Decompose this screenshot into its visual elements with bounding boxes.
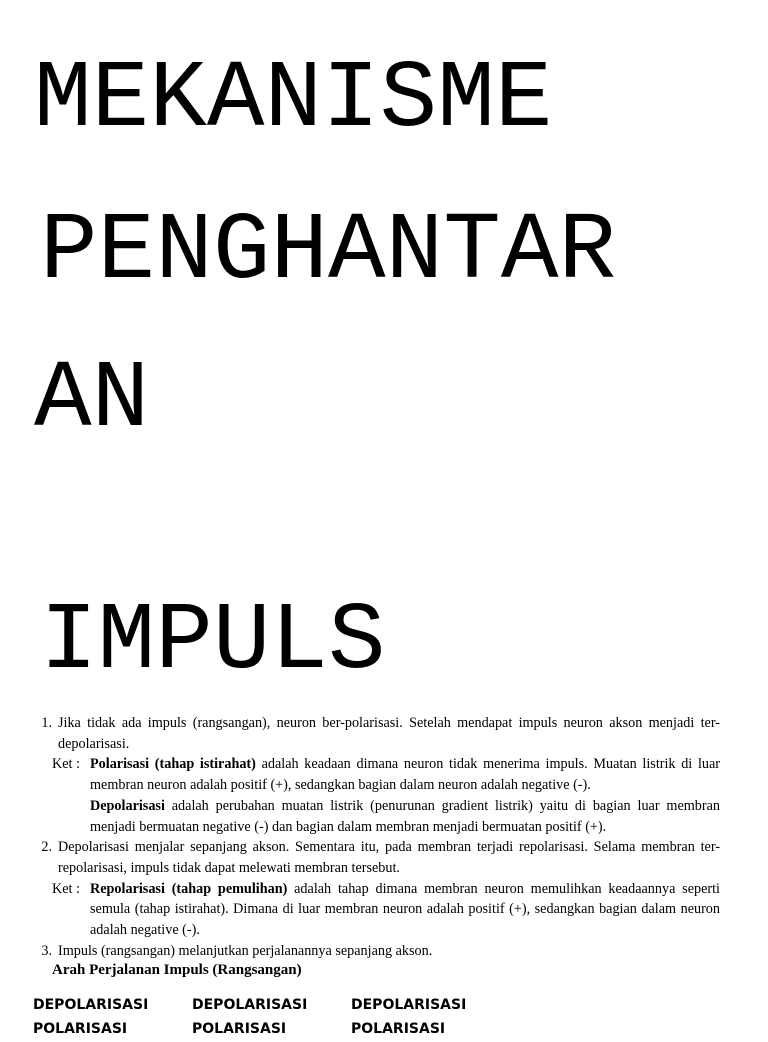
note-depolarisasi: [30, 796, 720, 837]
list-number: 1.: [41, 715, 52, 731]
list-item-1: [30, 713, 720, 754]
term-polarisasi: Polarisasi (tahap istirahat): [90, 756, 256, 773]
term-repolarisasi: Repolarisasi (tahap pemulihan): [90, 880, 288, 897]
list-item-2: [30, 837, 720, 878]
note-block-1: [30, 754, 720, 795]
depolarisasi-label-3: DEPOLARISASI: [351, 997, 467, 1013]
section-heading: Arah Perjalanan Impuls (Rangsangan): [52, 962, 302, 978]
note-repolarisasi: [90, 879, 720, 941]
title-line-4: IMPULS: [40, 587, 386, 696]
def-depolarisasi: adalah perubahan muatan listrik (penurunan gradient listrik) yaitu di bagian luar membran menjadi bermuatan negative (-) dan bagian dalam membran menjadi bermuatan positif (+).: [90, 797, 720, 835]
def-polarisasi: adalah keadaan dimana neuron tidak menerima impuls. Muatan listrik di luar membran neuron adalah positif (+), sedangkan bagian dalam neuron adalah negative (-).: [90, 756, 721, 794]
polarisasi-label-2: POLARISASI: [192, 1021, 287, 1037]
depolarisasi-label-1: DEPOLARISASI: [33, 997, 149, 1013]
list-text: Depolarisasi menjalar sepanjang akson. Sementara itu, pada membran terjadi repolarisasi. Selama membran ter-repolarisasi, impuls tidak dapat melewati membran tersebut.: [58, 839, 720, 876]
polarisasi-label-3: POLARISASI: [351, 1021, 446, 1037]
def-repolarisasi: adalah tahap dimana membran neuron memulihkan keadaannya seperti semula (tahap istirahat). Dimana di luar membran neuron adalah positif (+), sedangkan bagian dalam neuron adalah negative (-).: [90, 880, 720, 939]
list-item-3: [30, 941, 720, 962]
note-polarisasi: [90, 754, 720, 795]
polarisasi-label-1: POLARISASI: [33, 1021, 128, 1037]
list-number: 2.: [41, 839, 52, 856]
list-text: Impuls (rangsangan) melanjutkan perjalanannya sepanjang akson.: [58, 942, 433, 959]
depolarisasi-label-2: DEPOLARISASI: [192, 997, 308, 1013]
note-block-2: [30, 879, 720, 941]
numbered-list: [30, 713, 720, 961]
list-number: 3.: [41, 942, 52, 959]
title-line-3: AN: [34, 345, 150, 454]
note-label: Ket :: [52, 880, 80, 897]
title-line-1: MEKANISME: [34, 45, 553, 154]
title-line-2: PENGHANTAR: [40, 197, 617, 306]
note-label: Ket :: [52, 756, 80, 773]
list-text: Jika tidak ada impuls (rangsangan), neuron ber-polarisasi. Setelah mendapat impuls neuron akson menjadi ter-depolarisasi.: [58, 715, 720, 752]
term-depolarisasi: Depolarisasi: [90, 797, 165, 814]
